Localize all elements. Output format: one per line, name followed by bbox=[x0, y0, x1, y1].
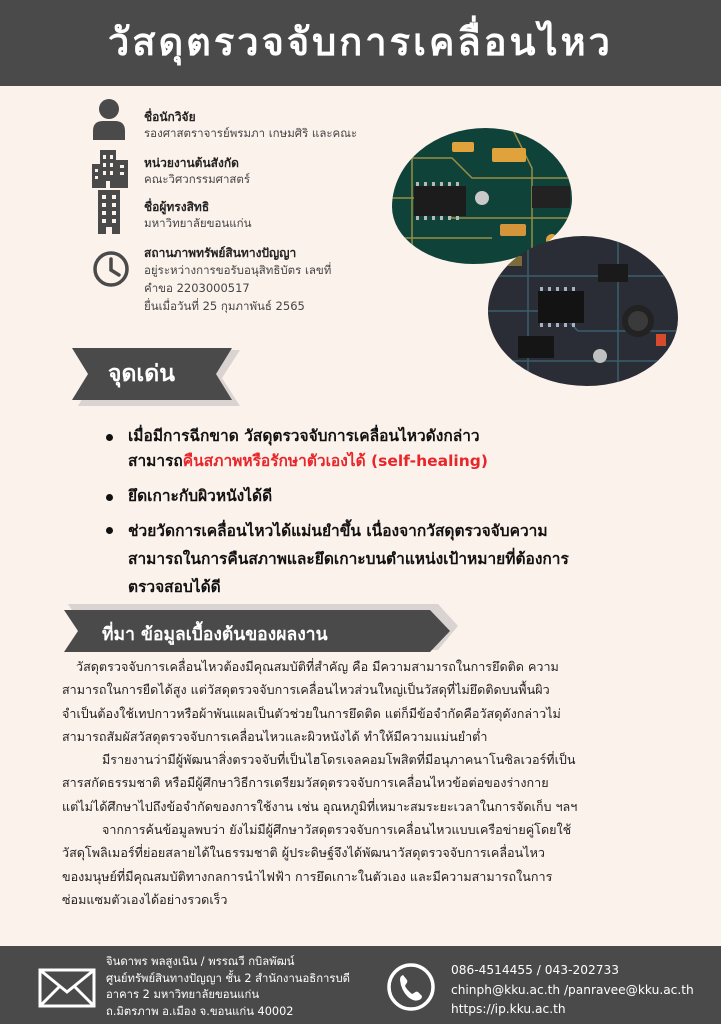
body-line-7: แต่ไม่ได้ศึกษาไปถึงข้อจำกัดของการใช้งาน เช่น อุณหภูมิที่เหมาะสมระยะเวลาในการจัดเก็บ ฯลฯ bbox=[62, 798, 578, 814]
body-line-2: สามารถในการยืดได้สูง แต่วัสดุตรวจจับการเคลื่อนไหวส่วนใหญ่เป็นวัสดุที่ไม่ยึดติดบนพื้นผิว bbox=[62, 682, 550, 698]
owner-label: ชื่อผู้ทรงสิทธิ bbox=[144, 200, 210, 214]
phone-icon bbox=[386, 962, 436, 1016]
address-line-2: ศูนย์ทรัพย์สินทางปัญญา ชั้น 2 สำนักงานอธิการบดี bbox=[106, 971, 350, 985]
body-line-8: จากการค้นข้อมูลพบว่า ยังไม่มีผู้ศึกษาวัสดุตรวจจับการเคลื่อนไหวแบบเครือข่ายคู่โดยใช้ bbox=[102, 822, 572, 838]
email-address[interactable]: chinph@kku.ac.th /panravee@kku.ac.th bbox=[451, 982, 694, 997]
highlight-item-2 bbox=[104, 484, 694, 509]
researcher-value: รองศาสตราจารย์พรมภา เกษมศิริ และคณะ bbox=[144, 126, 358, 140]
ip-status-line-3: ยื่นเมื่อวันที่ 25 กุมภาพันธ์ 2565 bbox=[144, 299, 305, 313]
page-title: วัสดุตรวจจับการเคลื่อนไหว bbox=[107, 20, 614, 64]
phone-number: 086-4514455 / 043-202733 bbox=[451, 963, 619, 977]
highlight-3-line-2: สามารถในการคืนสภาพและยึดเกาะบนตำแหน่งเป้าหมายที่ต้องการ bbox=[128, 550, 569, 568]
address-line-4: ถ.มิตรภาพ อ.เมือง จ.ขอนแก่น 40002 bbox=[106, 1004, 294, 1018]
address-line-1: จินดาพร พลสูงเนิน / พรรณวี กบิลพัฒน์ bbox=[106, 955, 295, 968]
body-line-3: จำเป็นต้องใช้เทปกาวหรือผ้าพันแผลเป็นตัวช่วยในการยึดติด แต่ก็มีข้อจำกัดคือวัสดุดังกล่าวไม่ bbox=[62, 705, 561, 721]
ip-status-line-1: อยู่ระหว่างการขอรับอนุสิทธิบัตร เลขที่ bbox=[144, 263, 332, 277]
highlights-title: จุดเด่น bbox=[108, 361, 175, 387]
address-line-3: อาคาร 2 มหาวิทยาลัยขอนแก่น bbox=[106, 988, 260, 1001]
ip-status-line-2: คำขอ 2203000517 bbox=[144, 281, 250, 295]
body-line-6: สารสกัดธรรมชาติ หรือมีผู้ศึกษาวิธีการเตรียมวัสดุตรวจจับการเคลื่อนไหวข้อต่อของร่างกาย bbox=[62, 775, 549, 791]
background-banner bbox=[62, 600, 462, 660]
body-line-10: ของมนุษย์ที่มีคุณสมบัติทางกลการนำไฟฟ้า การยึดเกาะในตัวเอง และมีความสามารถในการ bbox=[62, 868, 553, 884]
highlights-list bbox=[104, 424, 694, 601]
building-icon bbox=[92, 148, 132, 192]
owner-value: มหาวิทยาลัยขอนแก่น bbox=[144, 216, 252, 230]
circuit-board-photo-bottom bbox=[488, 236, 678, 386]
highlight-3-line-3: ตรวจสอบได้ดี bbox=[128, 578, 221, 596]
background-title: ที่มา ข้อมูลเบื้องต้นของผลงาน bbox=[102, 625, 328, 645]
department-label: หน่วยงานต้นสังกัด bbox=[144, 156, 239, 170]
body-line-9: วัสดุโพลิเมอร์ที่ย่อยสลายได้ในธรรมชาติ ผู้ประดิษฐ์จึงได้พัฒนาวัสดุตรวจจับการเคลื่อนไหว bbox=[62, 845, 545, 861]
department-value: คณะวิศวกรรมศาสตร์ bbox=[144, 172, 251, 186]
office-building-icon bbox=[92, 190, 132, 234]
highlight-item-3 bbox=[104, 517, 694, 601]
highlight-3-line-1: ช่วยวัดการเคลื่อนไหวได้แม่นยำขึ้น เนื่องจากวัสดุตรวจจับความ bbox=[128, 522, 548, 540]
body-line-1: วัสดุตรวจจับการเคลื่อนไหวต้องมีคุณสมบัติที่สำคัญ คือ มีความสามารถในการยึดติด ความ bbox=[76, 659, 559, 674]
footer-bar bbox=[0, 946, 721, 1024]
highlight-2-text: ยึดเกาะกับผิวหนังได้ดี bbox=[128, 487, 273, 505]
header-bar bbox=[0, 0, 721, 86]
highlight-item-1 bbox=[104, 424, 694, 474]
researcher-label: ชื่อนักวิจัย bbox=[144, 110, 196, 124]
contact-details bbox=[451, 961, 694, 1020]
clock-icon bbox=[92, 250, 132, 294]
highlights-banner bbox=[70, 344, 248, 406]
person-icon bbox=[92, 98, 132, 142]
self-healing-highlight: คืนสภาพหรือรักษาตัวเองได้ (self-healing) bbox=[182, 452, 488, 470]
envelope-icon bbox=[38, 968, 96, 1012]
highlight-1-line-2 bbox=[128, 449, 694, 474]
body-line-5: มีรายงานว่ามีผู้พัฒนาสิ่งตรวจจับที่เป็นไฮโดรเจลคอมโพสิตที่มีอนุภาคนาโนซิลเวอร์ที่เป็น bbox=[102, 752, 576, 768]
contact-address bbox=[106, 954, 350, 1020]
body-line-11: ซ่อมแซมตัวเองได้อย่างรวดเร็ว bbox=[62, 891, 228, 907]
background-body bbox=[62, 655, 680, 911]
website-link[interactable]: https://ip.kku.ac.th bbox=[451, 1002, 566, 1016]
ip-status-label: สถานภาพทรัพย์สินทางปัญญา bbox=[144, 246, 297, 260]
highlight-1-prefix: สามารถ bbox=[128, 452, 183, 470]
highlight-1-line-1: เมื่อมีการฉีกขาด วัสดุตรวจจับการเคลื่อนไหวดังกล่าว bbox=[128, 427, 480, 445]
body-line-4: สามารถสัมผัสวัสดุตรวจจับการเคลื่อนไหวและผิวหนังได้ ทำให้มีความแม่นยำต่ำ bbox=[62, 728, 488, 744]
